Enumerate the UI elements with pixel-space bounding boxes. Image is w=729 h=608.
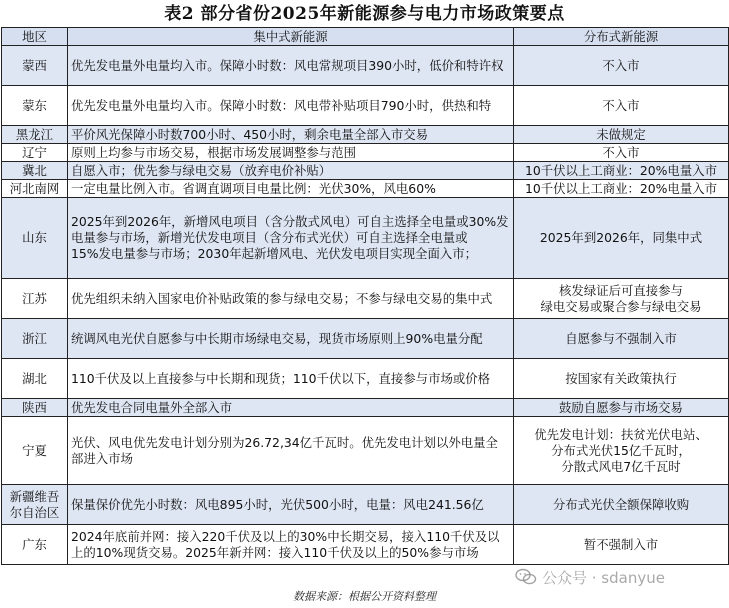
table-row	[2, 198, 729, 279]
central-cell: 原则上均参与市场交易，根据市场发展调整参与范围	[68, 144, 514, 162]
central-cell: 保量保价优先小时数：风电895小时，光伏500小时，电量：风电241.56亿	[68, 485, 514, 525]
distributed-cell: 自愿参与不强制入市	[514, 319, 729, 359]
header-central: 集中式新能源	[68, 28, 514, 46]
central-cell: 优先发电量外电量均入市。保障小时数：风电带补贴项目790小时，供热和特	[68, 86, 514, 126]
distributed-cell: 优先发电计划：扶贫光伏电站、 分布式光伏15亿千瓦时， 分散式风电7亿千瓦时	[514, 417, 729, 485]
header-distributed: 分布式新能源	[514, 28, 729, 46]
central-cell: 光伏、风电优先发电计划分别为26.72,34亿千瓦时。优先发电计划以外电量全部进入市场	[68, 417, 514, 485]
table-row	[2, 485, 729, 525]
distributed-cell: 未做规定	[514, 126, 729, 144]
table-row	[2, 144, 729, 162]
policy-table	[1, 27, 729, 565]
table-row	[2, 417, 729, 485]
table-row	[2, 126, 729, 144]
distributed-cell: 暂不强制入市	[514, 525, 729, 565]
region-cell: 辽宁	[2, 144, 68, 162]
header-region: 地区	[2, 28, 68, 46]
table-row	[2, 180, 729, 198]
table-row	[2, 525, 729, 565]
central-cell: 优先发电量外电量均入市。保障小时数：风电常规项目390小时，低价和特许权	[68, 46, 514, 86]
central-cell: 自愿入市；优先参与绿电交易（放弃电价补贴）	[68, 162, 514, 180]
region-cell: 黑龙江	[2, 126, 68, 144]
region-cell: 宁夏	[2, 417, 68, 485]
region-cell: 山东	[2, 198, 68, 279]
central-cell: 平价风光保障小时数700小时、450小时，剩余电量全部入市交易	[68, 126, 514, 144]
central-cell: 统调风电光伏自愿参与中长期市场绿电交易，现货市场原则上90%电量分配	[68, 319, 514, 359]
table-row	[2, 162, 729, 180]
table-row	[2, 86, 729, 126]
table-row	[2, 319, 729, 359]
region-cell: 新疆维吾尔自治区	[2, 485, 68, 525]
central-cell: 2025年到2026年，新增风电项目（含分散式风电）可自主选择全电量或30%发电量参与市场，新增光伏发电项目（含分布式光伏）可自主选择全电量或 15%发电量参与市场；2030年起新增风电、光伏发电项目实现全面入市；	[68, 198, 514, 279]
table-row	[2, 279, 729, 319]
distributed-cell: 分布式光伏全额保障收购	[514, 485, 729, 525]
table-row	[2, 46, 729, 86]
distributed-cell: 10千伏以上工商业：20%电量入市	[514, 162, 729, 180]
region-cell: 江苏	[2, 279, 68, 319]
distributed-cell: 不入市	[514, 46, 729, 86]
distributed-cell: 不入市	[514, 86, 729, 126]
distributed-cell: 10千伏以上工商业：20%电量入市	[514, 180, 729, 198]
distributed-cell: 2025年到2026年，同集中式	[514, 198, 729, 279]
central-cell: 110千伏及以上直接参与中长期和现货；110千伏以下，直接参与市场或价格	[68, 359, 514, 399]
region-cell: 浙江	[2, 319, 68, 359]
region-cell: 湖北	[2, 359, 68, 399]
central-cell: 优先发电合同电量外全部入市	[68, 399, 514, 417]
wechat-icon	[515, 568, 537, 586]
region-cell: 蒙西	[2, 46, 68, 86]
region-cell: 广东	[2, 525, 68, 565]
distributed-cell: 不入市	[514, 144, 729, 162]
region-cell: 冀北	[2, 162, 68, 180]
watermark-text: 公众号 · sdanyue	[542, 568, 665, 587]
watermark	[515, 566, 725, 588]
header-row	[2, 28, 729, 46]
table-title: 表2 部分省份2025年新能源参与电力市场政策要点	[164, 4, 565, 24]
distributed-cell: 鼓励自愿参与市场交易	[514, 399, 729, 417]
table-row	[2, 399, 729, 417]
central-cell: 一定电量比例入市。省调直调项目电量比例：光伏30%，风电60%	[68, 180, 514, 198]
distributed-cell: 核发绿证后可直接参与 绿电交易或聚合参与绿电交易	[514, 279, 729, 319]
source-note: 数据来源：根据公开资料整理	[293, 590, 436, 603]
central-cell: 优先组织未纳入国家电价补贴政策的参与绿电交易；不参与绿电交易的集中式	[68, 279, 514, 319]
region-cell: 蒙东	[2, 86, 68, 126]
central-cell: 2024年底前并网：接入220千伏及以上的30%中长期交易，接入110千伏及以上的10%现货交易。2025年新并网：接入110千伏及以上的50%参与市场	[68, 525, 514, 565]
distributed-cell: 按国家有关政策执行	[514, 359, 729, 399]
region-cell: 陕西	[2, 399, 68, 417]
region-cell: 河北南网	[2, 180, 68, 198]
table-row	[2, 359, 729, 399]
